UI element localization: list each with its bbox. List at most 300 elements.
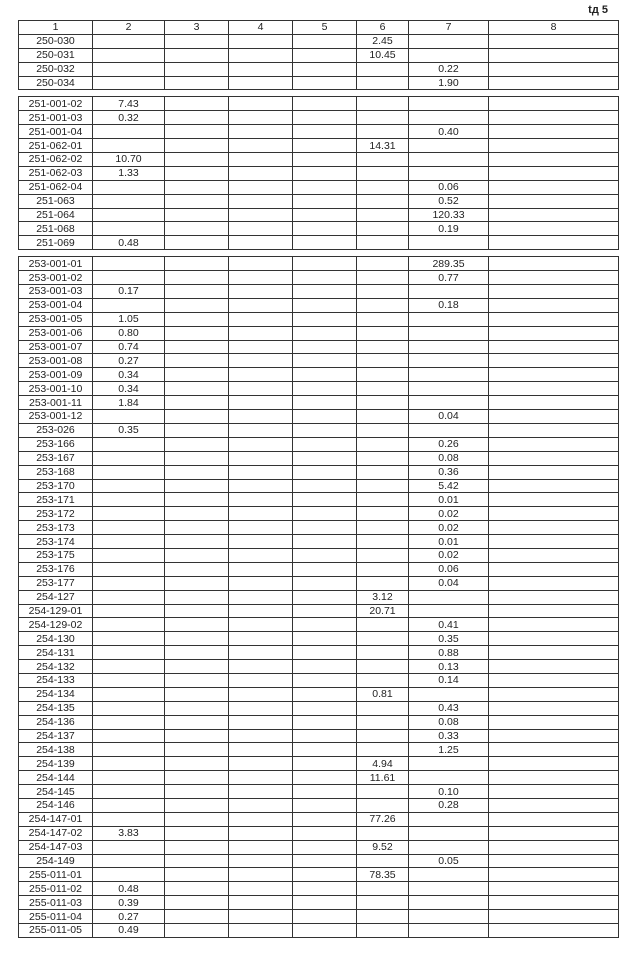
- value-cell: [489, 771, 619, 785]
- value-cell: 3.12: [357, 590, 409, 604]
- value-cell: [229, 812, 293, 826]
- row-code-cell: 255-011-02: [19, 882, 93, 896]
- value-cell: [165, 257, 229, 271]
- value-cell: 7.43: [93, 97, 165, 111]
- value-cell: [357, 423, 409, 437]
- value-cell: [489, 854, 619, 868]
- column-header: 7: [409, 21, 489, 35]
- table-row: [19, 326, 619, 340]
- table-row: [19, 687, 619, 701]
- gap-cell: [409, 90, 489, 97]
- value-cell: [409, 840, 489, 854]
- value-cell: [357, 180, 409, 194]
- gap-cell: [93, 90, 165, 97]
- value-cell: [165, 660, 229, 674]
- row-code-cell: 253-001-08: [19, 354, 93, 368]
- row-code-cell: 254-136: [19, 715, 93, 729]
- row-code-cell: 253-001-07: [19, 340, 93, 354]
- value-cell: [409, 826, 489, 840]
- value-cell: [229, 298, 293, 312]
- value-cell: [409, 153, 489, 167]
- value-cell: [293, 465, 357, 479]
- value-cell: [409, 868, 489, 882]
- value-cell: [293, 882, 357, 896]
- value-cell: [229, 618, 293, 632]
- value-cell: 0.08: [409, 451, 489, 465]
- value-cell: [357, 701, 409, 715]
- value-cell: [165, 298, 229, 312]
- value-cell: [489, 646, 619, 660]
- value-cell: [165, 451, 229, 465]
- value-cell: [293, 222, 357, 236]
- value-cell: 9.52: [357, 840, 409, 854]
- value-cell: [357, 111, 409, 125]
- value-cell: [165, 562, 229, 576]
- value-cell: [165, 590, 229, 604]
- value-cell: [165, 48, 229, 62]
- value-cell: 1.25: [409, 743, 489, 757]
- value-cell: [293, 590, 357, 604]
- column-header: 8: [489, 21, 619, 35]
- value-cell: 0.49: [93, 924, 165, 938]
- value-cell: [229, 326, 293, 340]
- value-cell: [229, 632, 293, 646]
- value-cell: [165, 910, 229, 924]
- table-row: [19, 396, 619, 410]
- value-cell: [229, 257, 293, 271]
- value-cell: [229, 62, 293, 76]
- row-code-cell: 253-171: [19, 493, 93, 507]
- row-code-cell: 253-176: [19, 562, 93, 576]
- value-cell: [357, 298, 409, 312]
- value-cell: 77.26: [357, 812, 409, 826]
- value-cell: [293, 910, 357, 924]
- value-cell: [229, 48, 293, 62]
- value-cell: [357, 76, 409, 90]
- value-cell: [93, 437, 165, 451]
- gap-cell: [489, 250, 619, 257]
- row-code-cell: 253-172: [19, 507, 93, 521]
- value-cell: [229, 271, 293, 285]
- value-cell: [293, 257, 357, 271]
- value-cell: [165, 576, 229, 590]
- value-cell: [165, 76, 229, 90]
- value-cell: 10.45: [357, 48, 409, 62]
- value-cell: [293, 493, 357, 507]
- value-cell: [229, 153, 293, 167]
- value-cell: [93, 687, 165, 701]
- value-cell: [229, 423, 293, 437]
- row-code-cell: 255-011-01: [19, 868, 93, 882]
- table-row: [19, 660, 619, 674]
- value-cell: [357, 646, 409, 660]
- value-cell: 0.06: [409, 562, 489, 576]
- row-code-cell: 251-062-01: [19, 139, 93, 153]
- value-cell: [409, 423, 489, 437]
- value-cell: [293, 62, 357, 76]
- value-cell: [489, 34, 619, 48]
- row-code-cell: 251-001-02: [19, 97, 93, 111]
- value-cell: [293, 548, 357, 562]
- value-cell: [229, 76, 293, 90]
- value-cell: [229, 646, 293, 660]
- row-code-cell: 251-062-02: [19, 153, 93, 167]
- value-cell: [165, 632, 229, 646]
- value-cell: [229, 222, 293, 236]
- value-cell: [293, 326, 357, 340]
- page-label: tд 5: [588, 4, 608, 16]
- value-cell: [357, 382, 409, 396]
- value-cell: [357, 562, 409, 576]
- value-cell: [165, 548, 229, 562]
- section-gap: [19, 90, 619, 97]
- value-cell: [165, 340, 229, 354]
- value-cell: [229, 507, 293, 521]
- table-row: [19, 382, 619, 396]
- table-row: [19, 312, 619, 326]
- value-cell: [165, 882, 229, 896]
- value-cell: 14.31: [357, 139, 409, 153]
- value-cell: [165, 423, 229, 437]
- value-cell: 1.05: [93, 312, 165, 326]
- value-cell: [93, 701, 165, 715]
- value-cell: [229, 548, 293, 562]
- value-cell: [489, 153, 619, 167]
- value-cell: [229, 896, 293, 910]
- value-cell: 0.48: [93, 882, 165, 896]
- value-cell: [229, 208, 293, 222]
- value-cell: [357, 340, 409, 354]
- value-cell: 0.77: [409, 271, 489, 285]
- value-cell: [93, 34, 165, 48]
- value-cell: [165, 785, 229, 799]
- value-cell: [293, 208, 357, 222]
- value-cell: [93, 451, 165, 465]
- value-cell: [293, 48, 357, 62]
- value-cell: [165, 208, 229, 222]
- table-row: [19, 194, 619, 208]
- value-cell: [293, 194, 357, 208]
- value-cell: [229, 562, 293, 576]
- value-cell: 10.70: [93, 153, 165, 167]
- value-cell: [229, 410, 293, 424]
- value-cell: [229, 729, 293, 743]
- table-row: [19, 368, 619, 382]
- value-cell: [165, 153, 229, 167]
- value-cell: [165, 312, 229, 326]
- value-cell: [357, 660, 409, 674]
- value-cell: [165, 437, 229, 451]
- value-cell: 0.22: [409, 62, 489, 76]
- table-row: [19, 771, 619, 785]
- value-cell: 0.41: [409, 618, 489, 632]
- value-cell: [489, 76, 619, 90]
- value-cell: [409, 757, 489, 771]
- value-cell: [93, 465, 165, 479]
- row-code-cell: 253-177: [19, 576, 93, 590]
- value-cell: [357, 285, 409, 299]
- value-cell: [165, 354, 229, 368]
- row-code-cell: 251-064: [19, 208, 93, 222]
- column-header: 2: [93, 21, 165, 35]
- value-cell: [165, 812, 229, 826]
- table-row: [19, 896, 619, 910]
- table-row: [19, 153, 619, 167]
- value-cell: [293, 437, 357, 451]
- value-cell: [229, 604, 293, 618]
- value-cell: [165, 139, 229, 153]
- value-cell: [293, 410, 357, 424]
- value-cell: [357, 465, 409, 479]
- table-row: [19, 423, 619, 437]
- table-row: [19, 451, 619, 465]
- value-cell: [489, 194, 619, 208]
- value-cell: [165, 771, 229, 785]
- table-row: [19, 743, 619, 757]
- value-cell: [93, 757, 165, 771]
- value-cell: [357, 924, 409, 938]
- row-code-cell: 255-011-03: [19, 896, 93, 910]
- value-cell: [409, 687, 489, 701]
- value-cell: [93, 125, 165, 139]
- table-row: [19, 812, 619, 826]
- table-row: [19, 208, 619, 222]
- value-cell: [293, 507, 357, 521]
- gap-cell: [229, 250, 293, 257]
- value-cell: [93, 507, 165, 521]
- value-cell: 0.05: [409, 854, 489, 868]
- value-cell: [357, 715, 409, 729]
- table-row: [19, 479, 619, 493]
- value-cell: [293, 396, 357, 410]
- value-cell: [93, 139, 165, 153]
- value-cell: [293, 715, 357, 729]
- value-cell: [165, 924, 229, 938]
- value-cell: [165, 535, 229, 549]
- value-cell: [357, 257, 409, 271]
- value-cell: [489, 882, 619, 896]
- value-cell: [357, 785, 409, 799]
- value-cell: [293, 924, 357, 938]
- value-cell: [293, 771, 357, 785]
- gap-cell: [93, 250, 165, 257]
- value-cell: 120.33: [409, 208, 489, 222]
- value-cell: 0.06: [409, 180, 489, 194]
- table-row: [19, 139, 619, 153]
- value-cell: 0.40: [409, 125, 489, 139]
- value-cell: 5.42: [409, 479, 489, 493]
- value-cell: [293, 166, 357, 180]
- value-cell: [489, 757, 619, 771]
- value-cell: 0.13: [409, 660, 489, 674]
- value-cell: [165, 125, 229, 139]
- value-cell: 0.19: [409, 222, 489, 236]
- value-cell: [165, 285, 229, 299]
- value-cell: [229, 910, 293, 924]
- value-cell: [165, 868, 229, 882]
- value-cell: [93, 562, 165, 576]
- value-cell: 0.14: [409, 673, 489, 687]
- value-cell: [489, 604, 619, 618]
- value-cell: [489, 97, 619, 111]
- value-cell: [93, 222, 165, 236]
- value-cell: [489, 798, 619, 812]
- value-cell: [293, 785, 357, 799]
- value-cell: [229, 798, 293, 812]
- value-cell: [229, 535, 293, 549]
- value-cell: 0.48: [93, 236, 165, 250]
- value-cell: [93, 632, 165, 646]
- table-row: [19, 798, 619, 812]
- value-cell: [165, 507, 229, 521]
- gap-cell: [165, 250, 229, 257]
- value-cell: [357, 521, 409, 535]
- row-code-cell: 255-011-05: [19, 924, 93, 938]
- value-cell: [409, 340, 489, 354]
- value-cell: [93, 410, 165, 424]
- row-code-cell: 253-001-06: [19, 326, 93, 340]
- value-cell: [229, 521, 293, 535]
- value-cell: [293, 312, 357, 326]
- value-cell: [489, 729, 619, 743]
- value-cell: [489, 576, 619, 590]
- row-code-cell: 253-001-02: [19, 271, 93, 285]
- table-row: [19, 236, 619, 250]
- table-row: [19, 285, 619, 299]
- value-cell: 0.81: [357, 687, 409, 701]
- value-cell: [489, 208, 619, 222]
- value-cell: [165, 180, 229, 194]
- value-cell: [93, 785, 165, 799]
- value-cell: 0.35: [409, 632, 489, 646]
- value-cell: [357, 354, 409, 368]
- value-cell: [489, 368, 619, 382]
- value-cell: [357, 97, 409, 111]
- value-cell: [293, 34, 357, 48]
- row-code-cell: 254-147-02: [19, 826, 93, 840]
- value-cell: [409, 590, 489, 604]
- value-cell: [165, 166, 229, 180]
- value-cell: [489, 465, 619, 479]
- value-cell: [93, 673, 165, 687]
- value-cell: [229, 97, 293, 111]
- value-cell: [293, 646, 357, 660]
- value-cell: [293, 479, 357, 493]
- table-body: [19, 34, 619, 937]
- value-cell: [357, 410, 409, 424]
- value-cell: 0.27: [93, 910, 165, 924]
- value-cell: [93, 208, 165, 222]
- value-cell: 0.88: [409, 646, 489, 660]
- value-cell: [93, 604, 165, 618]
- value-cell: [357, 368, 409, 382]
- value-cell: [229, 715, 293, 729]
- value-cell: [409, 326, 489, 340]
- value-cell: [93, 548, 165, 562]
- table-row: [19, 924, 619, 938]
- table-row: [19, 548, 619, 562]
- row-code-cell: 251-001-03: [19, 111, 93, 125]
- table-row: [19, 673, 619, 687]
- value-cell: [293, 826, 357, 840]
- value-cell: [357, 125, 409, 139]
- value-cell: [229, 924, 293, 938]
- table-row: [19, 111, 619, 125]
- value-cell: [229, 576, 293, 590]
- value-cell: [293, 729, 357, 743]
- row-code-cell: 254-133: [19, 673, 93, 687]
- value-cell: [165, 410, 229, 424]
- value-cell: 0.52: [409, 194, 489, 208]
- column-header: 1: [19, 21, 93, 35]
- value-cell: [409, 111, 489, 125]
- value-cell: 0.01: [409, 493, 489, 507]
- value-cell: [165, 840, 229, 854]
- value-cell: 0.39: [93, 896, 165, 910]
- value-cell: [229, 660, 293, 674]
- value-cell: [489, 451, 619, 465]
- value-cell: 1.33: [93, 166, 165, 180]
- value-cell: [93, 479, 165, 493]
- value-cell: [165, 479, 229, 493]
- value-cell: [409, 97, 489, 111]
- value-cell: [489, 521, 619, 535]
- row-code-cell: 254-135: [19, 701, 93, 715]
- value-cell: [293, 687, 357, 701]
- table-row: [19, 757, 619, 771]
- value-cell: [357, 507, 409, 521]
- table-row: [19, 701, 619, 715]
- value-cell: [489, 840, 619, 854]
- value-cell: [357, 194, 409, 208]
- row-code-cell: 254-134: [19, 687, 93, 701]
- table-row: [19, 465, 619, 479]
- table-row: [19, 76, 619, 90]
- value-cell: [229, 437, 293, 451]
- value-cell: [165, 687, 229, 701]
- row-code-cell: 254-129-02: [19, 618, 93, 632]
- value-cell: [357, 729, 409, 743]
- table-row: [19, 166, 619, 180]
- gap-cell: [19, 250, 93, 257]
- value-cell: [357, 222, 409, 236]
- table-row: [19, 437, 619, 451]
- value-cell: [165, 222, 229, 236]
- row-code-cell: 254-147-03: [19, 840, 93, 854]
- value-cell: [293, 757, 357, 771]
- value-cell: [489, 743, 619, 757]
- value-cell: 3.83: [93, 826, 165, 840]
- row-code-cell: 254-144: [19, 771, 93, 785]
- value-cell: [165, 271, 229, 285]
- value-cell: [229, 785, 293, 799]
- gap-cell: [409, 250, 489, 257]
- value-cell: [229, 125, 293, 139]
- value-cell: [93, 868, 165, 882]
- value-cell: [93, 180, 165, 194]
- value-cell: [229, 139, 293, 153]
- value-cell: [229, 771, 293, 785]
- value-cell: [165, 62, 229, 76]
- row-code-cell: 254-139: [19, 757, 93, 771]
- value-cell: [293, 180, 357, 194]
- value-cell: [229, 354, 293, 368]
- value-cell: [409, 924, 489, 938]
- table-row: [19, 868, 619, 882]
- value-cell: [489, 910, 619, 924]
- value-cell: [165, 604, 229, 618]
- value-cell: [489, 236, 619, 250]
